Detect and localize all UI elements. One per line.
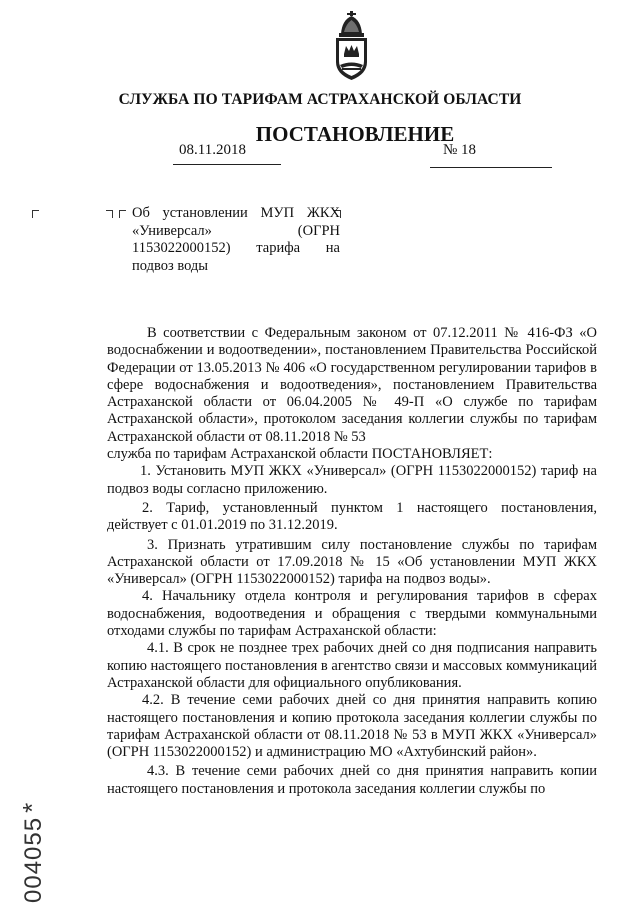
item-1: 1. Установить МУП ЖКХ «Универсал» (ОГРН 1153022000152) тариф на подвоз воды согласно приложению. xyxy=(107,463,597,497)
item-4-1: 4.1. В срок не позднее трех рабочих дней со дня подписания направить копию настоящего постановления в агентство связи и массовых коммуникаций Астраханской области для официального опубликования. xyxy=(107,640,597,691)
date-underline xyxy=(173,164,281,165)
document-date: 08.11.2018 xyxy=(179,142,246,158)
document-number: № 18 xyxy=(443,142,477,158)
document-body xyxy=(107,325,597,798)
item-4: 4. Начальнику отдела контроля и регулирования тарифов в сферах водоснабжения, водоотведения и обращения с твердыми коммунальными отходами службы по тарифам Астраханской области: xyxy=(107,588,597,640)
item-4-3: 4.3. В течение семи рабочих дней со дня принятия направить копии настоящего постановления и протокола заседания коллегии службы по xyxy=(107,763,597,797)
resolves-line: служба по тарифам Астраханской области ПОСТАНОВЛЯЕТ: xyxy=(107,446,493,463)
document-type-title: ПОСТАНОВЛЕНИЕ xyxy=(255,122,455,146)
organization-name: СЛУЖБА ПО ТАРИФАМ АСТРАХАНСКОЙ ОБЛАСТИ xyxy=(118,91,522,108)
document-subject: Об установлении МУП ЖКХ «Универсал» (ОГРН 1153022000152) тарифа на подвоз воды xyxy=(132,205,340,274)
corner-bracket-mid-left xyxy=(119,210,126,218)
item-4-2: 4.2. В течение семи рабочих дней со дня принятия направить копию настоящего постановления и копию протокола заседания коллегии службы по тарифам Астраханской области от 08.11.2018 № 53 в МУП ЖКХ «Универсал» (ОГРН 1153022000152) и администрацию МО «Ахтубинский район». xyxy=(107,692,597,761)
corner-bracket-mid-right xyxy=(106,210,113,218)
intro-paragraph: В соответствии с Федеральным законом от 07.12.2011 № 416-ФЗ «О водоснабжении и водоотведении», постановлением Правительства Российской Федерации от 13.05.2013 № 406 «О государственном регулировании тарифов в сфере водоснабжения и водоотведения», постановлением Правительства Астраханской области от 06.04.2005 № 49-П «О службе по тарифам Астраханской области», протоколом заседания коллегии службы по тарифам Астраханской области от 08.11.2018 № 53 xyxy=(107,325,597,445)
item-2: 2. Тариф, установленный пунктом 1 настоящего постановления, действует с 01.01.2019 по 31.12.2019. xyxy=(107,499,597,534)
registration-stamp xyxy=(14,763,50,903)
stamp-star: * xyxy=(17,801,47,813)
item-3: 3. Признать утратившим силу постановление службы по тарифам Астраханской области от 17.09.2018 № 15 «Об установлении МУП ЖКХ «Универсал» (ОГРН 1153022000152) тарифа на подвоз воды». xyxy=(107,536,597,588)
number-underline xyxy=(430,167,552,168)
corner-bracket-left xyxy=(32,210,39,218)
coat-of-arms-icon xyxy=(330,10,376,82)
stamp-number: 004055 xyxy=(20,816,47,903)
